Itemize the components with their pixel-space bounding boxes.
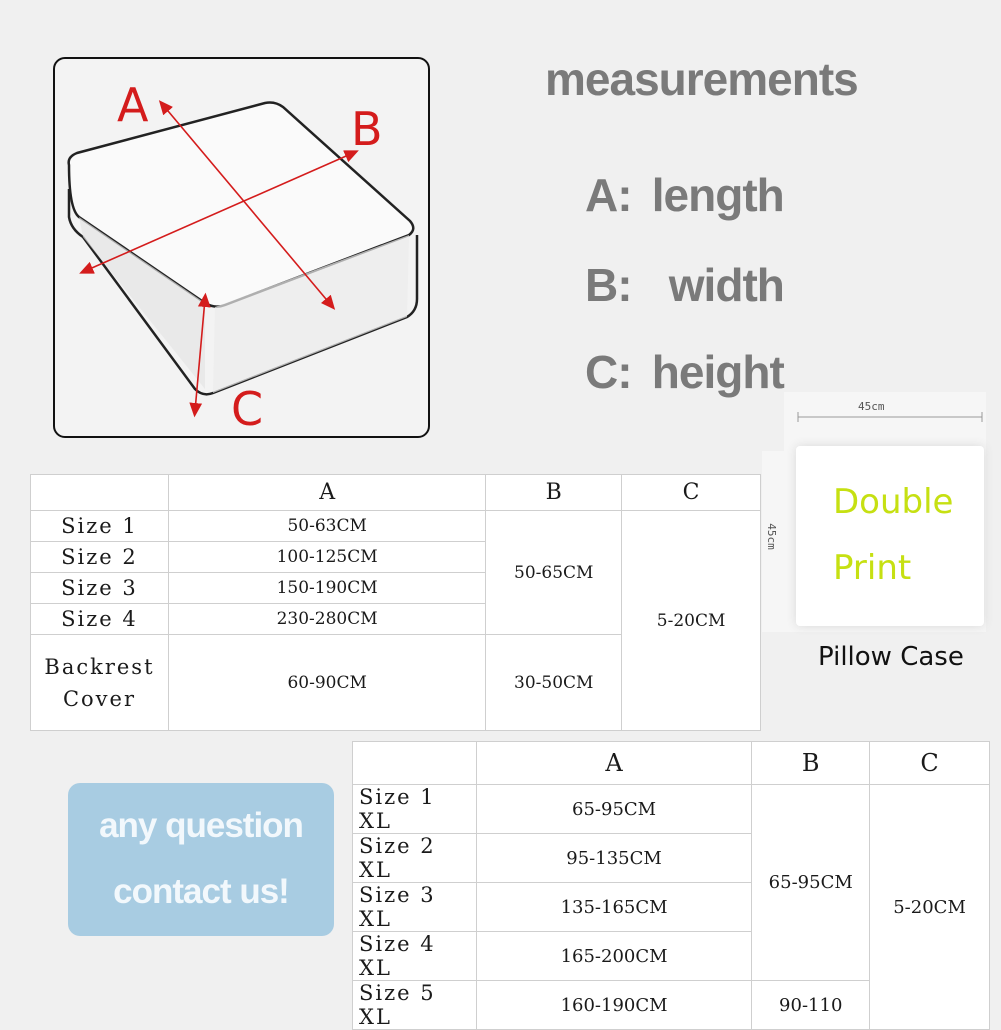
table1-header-a: A	[168, 475, 485, 511]
row-label: Size 4 XL	[353, 932, 477, 981]
backrest-label-line2: Cover	[62, 686, 136, 711]
contact-line1: any question	[99, 806, 303, 845]
label-c: C	[231, 382, 264, 436]
row-label: Size 4	[31, 604, 169, 635]
cell-b: 90-110	[752, 981, 870, 1030]
row-label: Size 3 XL	[353, 883, 477, 932]
table-row	[353, 785, 990, 834]
cell-a: 160-190CM	[476, 981, 751, 1030]
cell-a: 100-125CM	[168, 542, 485, 573]
pillow-height-label: 45cm	[764, 523, 778, 550]
row-label-backrest	[31, 635, 169, 731]
contact-line2: contact us!	[113, 872, 289, 911]
cushion-diagram	[53, 57, 430, 438]
cell-b: 30-50CM	[486, 635, 622, 731]
measurement-b-key: B:	[585, 259, 632, 311]
label-b: B	[351, 102, 383, 156]
row-label: Size 1	[31, 511, 169, 542]
cushion-drawing	[55, 59, 432, 440]
cell-b-merged: 65-95CM	[752, 785, 870, 981]
table1-header-c: C	[622, 475, 761, 511]
label-a: A	[117, 78, 149, 132]
table1-header-b: B	[486, 475, 622, 511]
pillow-caption: Pillow Case	[818, 642, 964, 672]
cell-a: 65-95CM	[476, 785, 751, 834]
row-label: Size 3	[31, 573, 169, 604]
row-label: Size 2 XL	[353, 834, 477, 883]
measurement-a-key: A:	[585, 169, 632, 221]
row-label: Size 1 XL	[353, 785, 477, 834]
measurement-c-value: height	[651, 346, 784, 398]
cell-a: 135-165CM	[476, 883, 751, 932]
pillow-image	[796, 446, 984, 626]
double-print-line2: Print	[833, 548, 912, 588]
row-label: Size 5 XL	[353, 981, 477, 1030]
measurement-c-key: C:	[585, 346, 632, 398]
measurements-title: measurements	[545, 53, 858, 105]
cell-a: 95-135CM	[476, 834, 751, 883]
measurement-c	[585, 345, 784, 399]
cell-c-merged: 5-20CM	[622, 511, 761, 731]
cell-a: 50-63CM	[168, 511, 485, 542]
cell-a: 230-280CM	[168, 604, 485, 635]
contact-us-button[interactable]	[68, 783, 334, 936]
table-row	[31, 511, 761, 542]
table2-header-a: A	[476, 742, 751, 785]
measurement-b	[585, 258, 784, 312]
pillow-width-label: 45cm	[858, 400, 885, 413]
measurement-b-value: width	[668, 259, 784, 311]
cell-b-merged: 50-65CM	[486, 511, 622, 635]
pillow-width-dimension-line	[796, 410, 986, 424]
size-table-standard	[30, 474, 761, 731]
table2-header-blank	[353, 742, 477, 785]
table2-header-c: C	[870, 742, 990, 785]
cell-a: 165-200CM	[476, 932, 751, 981]
table2-header-b: B	[752, 742, 870, 785]
measurement-a-value: length	[651, 169, 784, 221]
row-label: Size 2	[31, 542, 169, 573]
double-print-line1: Double	[833, 482, 954, 522]
cell-c-merged: 5-20CM	[870, 785, 990, 1030]
measurement-a	[585, 168, 784, 222]
cell-a: 60-90CM	[168, 635, 485, 731]
size-table-xl	[352, 741, 990, 1030]
table1-header-blank	[31, 475, 169, 511]
backrest-label-line1: Backrest	[44, 654, 155, 679]
cell-a: 150-190CM	[168, 573, 485, 604]
